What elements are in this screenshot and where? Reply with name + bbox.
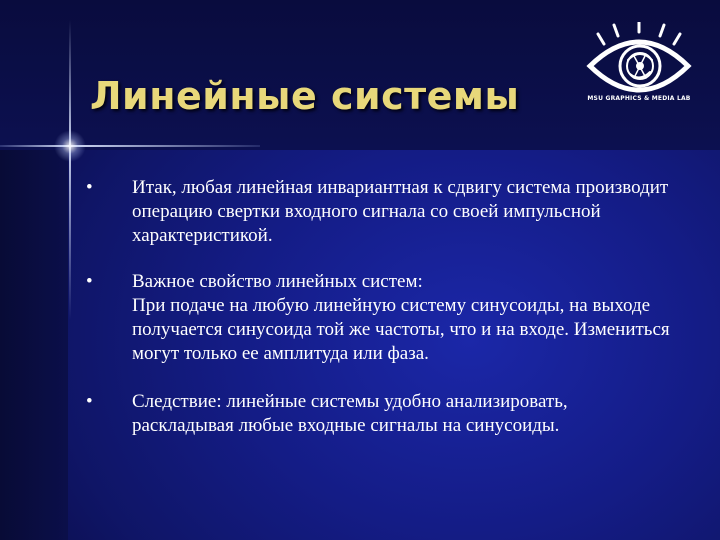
bullet-marker: • (86, 271, 93, 292)
bullet-line: Важное свойство линейных систем: (132, 271, 423, 292)
bullet-line: могут только ее амплитуда или фаза. (132, 343, 429, 364)
sparkle-star-icon (54, 130, 86, 162)
bullet-line: раскладывая любые входные сигналы на синусоиды. (132, 415, 560, 436)
left-band (0, 150, 68, 540)
bullet-line: Итак, любая линейная инвариантная к сдвигу система производит (132, 177, 669, 198)
bullet-line: Следствие: линейные системы удобно анализировать, (132, 391, 568, 412)
bullet-line: При подаче на любую линейную систему синусоиды, на выходе (132, 295, 651, 316)
sparkle-horizontal-line (0, 145, 260, 147)
bullet-text (132, 176, 712, 248)
bullet-marker: • (86, 391, 93, 412)
bullet-marker: • (86, 177, 93, 198)
logo-caption: MSU GRAPHICS & MEDIA LAB (587, 95, 691, 102)
bullet-text (132, 270, 712, 366)
bullet-line: характеристикой. (132, 225, 273, 246)
eye-logo-icon (584, 22, 694, 104)
sparkle-vertical-line (69, 20, 71, 320)
bullet-line: операцию свертки входного сигнала со своей импульсной (132, 201, 601, 222)
bullet-text (132, 390, 712, 438)
bullet-line: получается синусоида той же частоты, что и на входе. Измениться (132, 319, 670, 340)
slide-title: Линейные системы (90, 74, 520, 118)
